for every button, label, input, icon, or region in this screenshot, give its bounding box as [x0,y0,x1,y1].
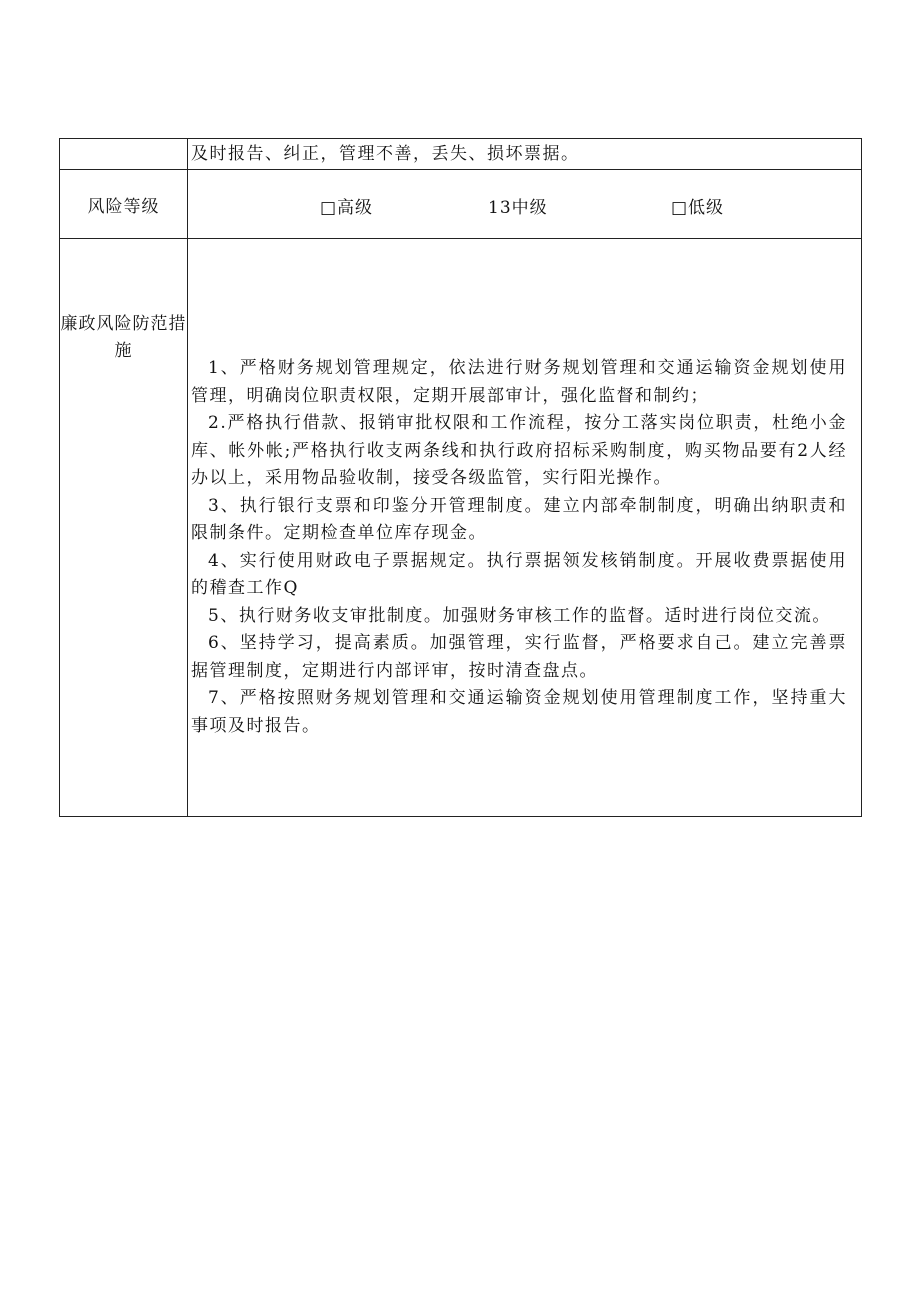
empty-label-cell [60,139,188,170]
measure-item-6: 6、坚持学习，提高素质。加强管理，实行监督，严格要求自己。建立完善票据管理制度，定期进行内部评审，按时清查盘点。 [191,633,847,681]
risk-level-label: 风险等级 [60,170,188,239]
table-row-measures [60,239,862,817]
table-row-risk-level [60,170,862,239]
risk-level-medium-option: 13中级 [488,198,548,218]
measures-label: 廉政风险防范措施 [60,239,188,817]
risk-level-low-option: □低级 [671,198,725,218]
risk-level-options-cell [188,170,862,239]
measures-list [188,275,861,780]
measure-item-7: 7、严格按照财务规划管理和交通运输资金规划使用管理制度工作，坚持重大事项及时报告。 [191,688,847,736]
measure-item-3: 3、执行银行支票和印鉴分开管理制度。建立内部牵制制度，明确出纳职责和限制条件。定期检查单位库存现金。 [191,495,847,543]
measure-item-4: 4、实行使用财政电子票据规定。执行票据领发核销制度。开展收费票据使用的稽查工作Q [191,550,847,598]
measure-item-1: 1、严格财务规划管理规定，依法进行财务规划管理和交通运输资金规划使用管理，明确岗位职责权限，定期开展部审计，强化监督和制约； [191,358,847,406]
risk-control-table [59,138,862,817]
measure-item-5: 5、执行财务收支审批制度。加强财务审核工作的监督。适时进行岗位交流。 [208,605,831,626]
measures-content-cell [188,239,862,817]
table-row-continued [60,139,862,170]
measure-item-2: 2.严格执行借款、报销审批权限和工作流程，按分工落实岗位职责，杜绝小金库、帐外帐;严格执行收支两条线和执行政府招标采购制度，购买物品要有2人经办以上，采用物品验收制，接受各级监管，实行阳光操作。 [191,413,847,488]
risk-level-high-option: □高级 [320,198,374,218]
risk-level-options [188,170,861,238]
continued-text-cell: 及时报告、纠正，管理不善，丢失、损坏票据。 [188,139,862,170]
